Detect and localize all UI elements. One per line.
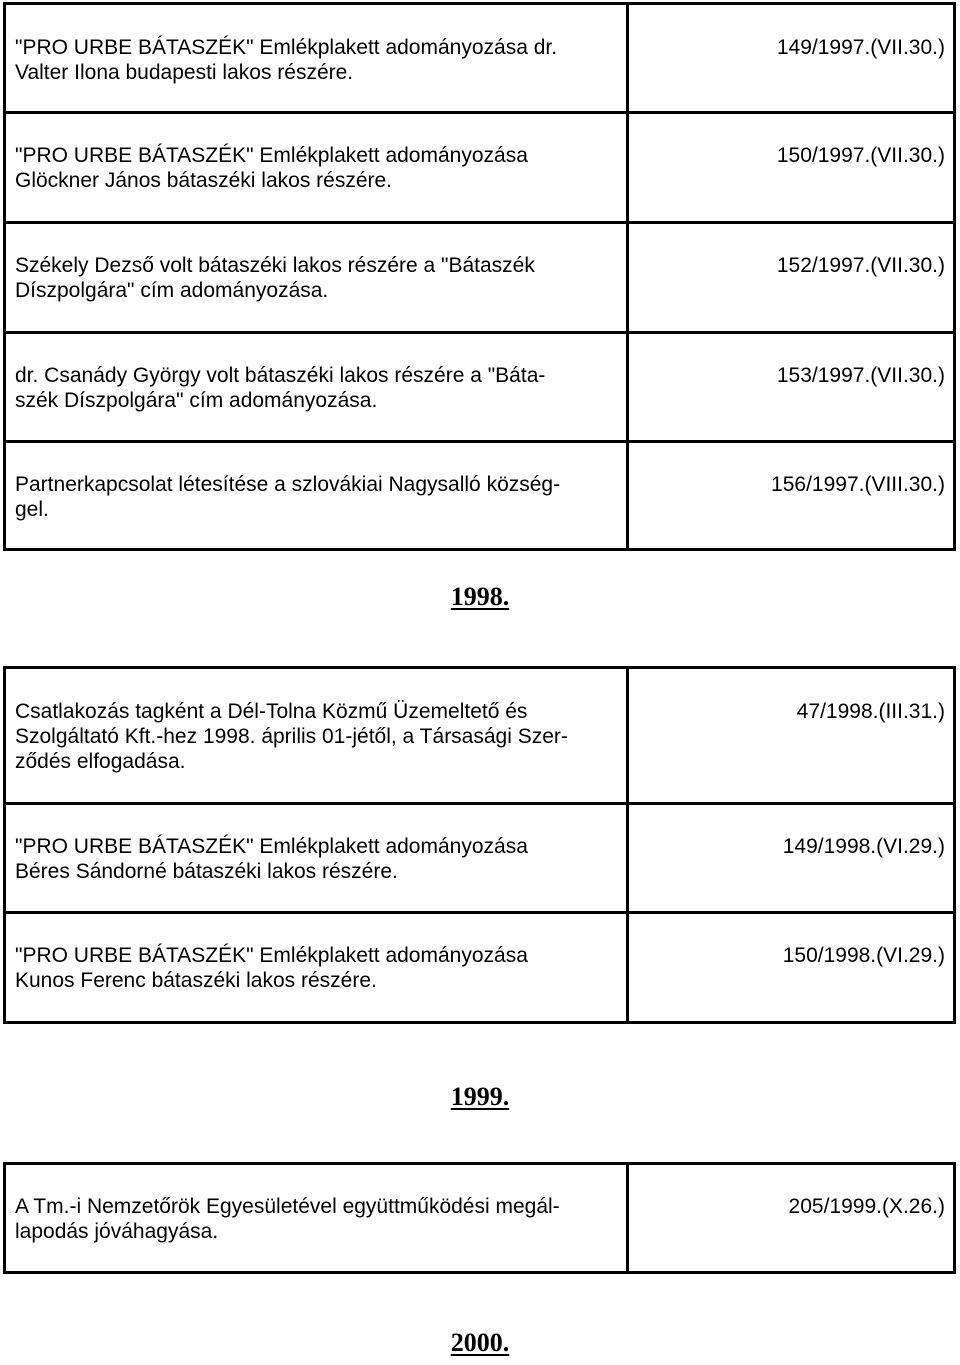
table-row: [5, 223, 955, 333]
year-heading-1999: 1999.: [450, 1082, 510, 1111]
table-row: [5, 668, 955, 804]
resolution-number-cell: [628, 223, 955, 333]
resolution-description-cell: [5, 4, 628, 113]
resolutions-table-1999: [3, 1162, 956, 1274]
resolution-number: 150/1998.(VI.29.): [782, 944, 945, 967]
resolution-description-cell: [5, 223, 628, 333]
table-row: [5, 1164, 955, 1273]
resolution-description: "PRO URBE BÁTASZÉK" Emlékplakett adományozása Kunos Ferenc bátaszéki lakos részére.: [15, 944, 528, 992]
resolutions-table-1998: [3, 666, 956, 1024]
resolution-description: "PRO URBE BÁTASZÉK" Emlékplakett adományozása dr. Valter Ilona budapesti lakos részére.: [15, 36, 558, 84]
resolution-number: 150/1997.(VII.30.): [776, 144, 945, 167]
resolution-description: dr. Csanády György volt bátaszéki lakos részére a "Báta- szék Díszpolgára" cím adományozása.: [15, 364, 546, 412]
resolution-description-cell: [5, 333, 628, 442]
resolution-description: "PRO URBE BÁTASZÉK" Emlékplakett adományozása Glöckner János bátaszéki lakos részére.: [15, 144, 528, 192]
resolution-number-cell: [628, 804, 955, 913]
resolutions-table-1997: [3, 2, 956, 551]
resolution-number: 47/1998.(III.31.): [796, 700, 945, 723]
resolution-number: 153/1997.(VII.30.): [776, 364, 945, 387]
resolution-number-cell: [628, 668, 955, 804]
table-row: [5, 442, 955, 550]
resolution-description: Csatlakozás tagként a Dél-Tolna Közmű Üzemeltető és Szolgáltató Kft.-hez 1998. április 01-jétől, a Társasági Szer- ződés elfogadása.: [15, 700, 568, 773]
resolution-number-cell: [628, 913, 955, 1023]
resolution-number-cell: [628, 442, 955, 550]
table-row: [5, 333, 955, 442]
resolution-description-cell: [5, 442, 628, 550]
table-row: [5, 804, 955, 913]
resolution-number: 152/1997.(VII.30.): [776, 254, 945, 277]
resolution-number: 205/1999.(X.26.): [788, 1195, 945, 1218]
resolution-description-cell: [5, 913, 628, 1023]
resolution-description: A Tm.-i Nemzetőrök Egyesületével együttműködési megál- lapodás jóváhagyása.: [15, 1195, 560, 1243]
year-heading-1998: 1998.: [450, 582, 510, 611]
resolution-description: Partnerkapcsolat létesítése a szlovákiai Nagysalló község- gel.: [15, 473, 561, 521]
table-row: [5, 913, 955, 1023]
resolution-number: 149/1998.(VI.29.): [782, 835, 945, 858]
resolution-description: "PRO URBE BÁTASZÉK" Emlékplakett adományozása Béres Sándorné bátaszéki lakos részére.: [15, 835, 528, 883]
resolution-number-cell: [628, 113, 955, 223]
resolution-number-cell: [628, 333, 955, 442]
resolution-description-cell: [5, 804, 628, 913]
resolution-number: 149/1997.(VII.30.): [776, 36, 945, 59]
resolution-number: 156/1997.(VIII.30.): [771, 473, 945, 496]
table-row: [5, 4, 955, 113]
year-heading-2000: 2000.: [450, 1328, 510, 1357]
resolution-number-cell: [628, 4, 955, 113]
resolution-description-cell: [5, 668, 628, 804]
table-row: [5, 113, 955, 223]
resolution-number-cell: [628, 1164, 955, 1273]
resolution-description-cell: [5, 1164, 628, 1273]
resolution-description-cell: [5, 113, 628, 223]
resolution-description: Székely Dezső volt bátaszéki lakos részére a "Bátaszék Díszpolgára" cím adományozása.: [15, 254, 535, 302]
